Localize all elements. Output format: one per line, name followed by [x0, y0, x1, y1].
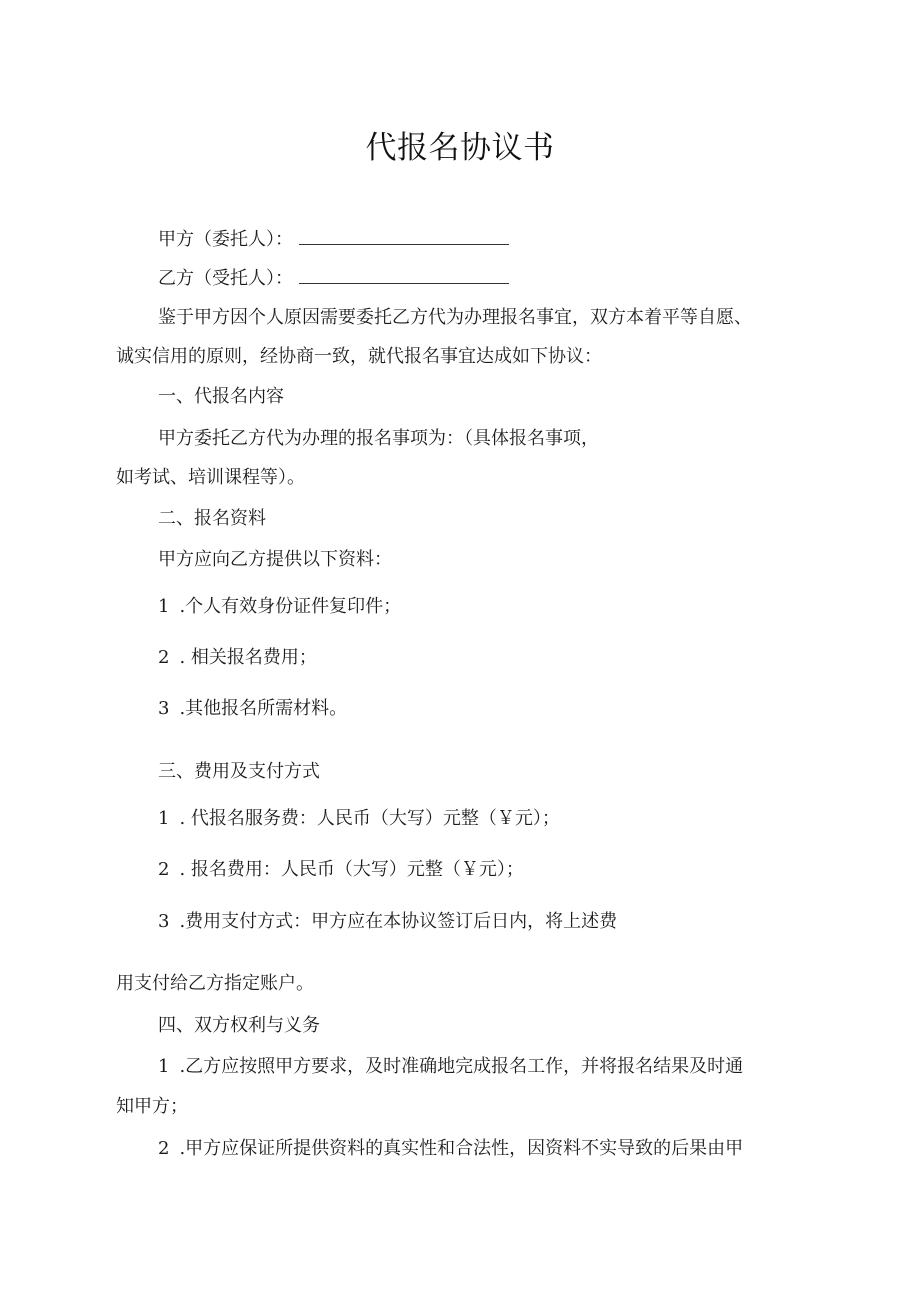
list-item-number: 2 — [158, 647, 170, 668]
section-2-intro: 甲方应向乙方提供以下资料： — [158, 549, 392, 570]
preamble-line-1: 鉴于甲方因个人原因需要委托乙方代为办理报名事宜，双方本着平等自愿、 — [158, 307, 752, 328]
list-item-number: 2 — [158, 1138, 170, 1159]
section-3-heading: 三、费用及支付方式 — [158, 761, 320, 782]
section-3-item-1 — [158, 807, 560, 831]
section-1-line-1: 甲方委托乙方代为办理的报名事项为：（具体报名事项， — [158, 428, 599, 449]
section-2-heading: 二、报名资料 — [158, 508, 266, 529]
list-item-text: .乙方应按照甲方要求，及时准确地完成报名工作，并将报名结果及时通 — [179, 1056, 744, 1077]
party-b-line — [158, 265, 509, 291]
list-item-text: . 相关报名费用； — [179, 647, 317, 668]
party-a-label: 甲方（委托人）： — [158, 229, 293, 250]
list-item-number: 1 — [158, 596, 170, 617]
list-item-text: . 代报名服务费：人民币（大写）元整（￥元）； — [179, 808, 560, 829]
party-b-blank — [299, 265, 509, 284]
section-2-item-2 — [158, 646, 317, 670]
section-4-item-1-continuation: 知甲方； — [116, 1096, 188, 1117]
preamble-line-2: 诚实信用的原则，经协商一致，就代报名事宜达成如下协议： — [116, 346, 602, 367]
list-item-number: 1 — [158, 1056, 170, 1077]
party-a-line — [158, 226, 509, 252]
section-1-heading: 一、代报名内容 — [158, 386, 284, 407]
section-4-heading: 四、双方权利与义务 — [158, 1015, 320, 1036]
section-2-item-3 — [158, 697, 347, 721]
section-3-item-2 — [158, 858, 524, 882]
list-item-text: .其他报名所需材料。 — [179, 698, 348, 719]
list-item-number: 2 — [158, 859, 170, 880]
section-3-item-3 — [158, 910, 617, 934]
section-3-continuation: 用支付给乙方指定账户。 — [116, 973, 314, 994]
list-item-text: . 报名费用：人民币（大写）元整（￥元）； — [179, 859, 524, 880]
section-2-item-1 — [158, 595, 401, 619]
list-item-text: .费用支付方式：甲方应在本协议签订后日内，将上述费 — [179, 911, 618, 932]
list-item-number: 1 — [158, 808, 170, 829]
party-a-blank — [299, 226, 509, 245]
party-b-label: 乙方（受托人）： — [158, 268, 293, 289]
list-item-text: .甲方应保证所提供资料的真实性和合法性，因资料不实导致的后果由甲 — [179, 1138, 744, 1159]
list-item-number: 3 — [158, 911, 170, 932]
list-item-number: 3 — [158, 698, 170, 719]
section-1-line-2: 如考试、培训课程等）。 — [116, 467, 305, 488]
section-4-item-1 — [158, 1055, 743, 1079]
section-4-item-2 — [158, 1137, 743, 1161]
document-title: 代报名协议书 — [365, 130, 555, 166]
list-item-text: .个人有效身份证件复印件； — [179, 596, 402, 617]
